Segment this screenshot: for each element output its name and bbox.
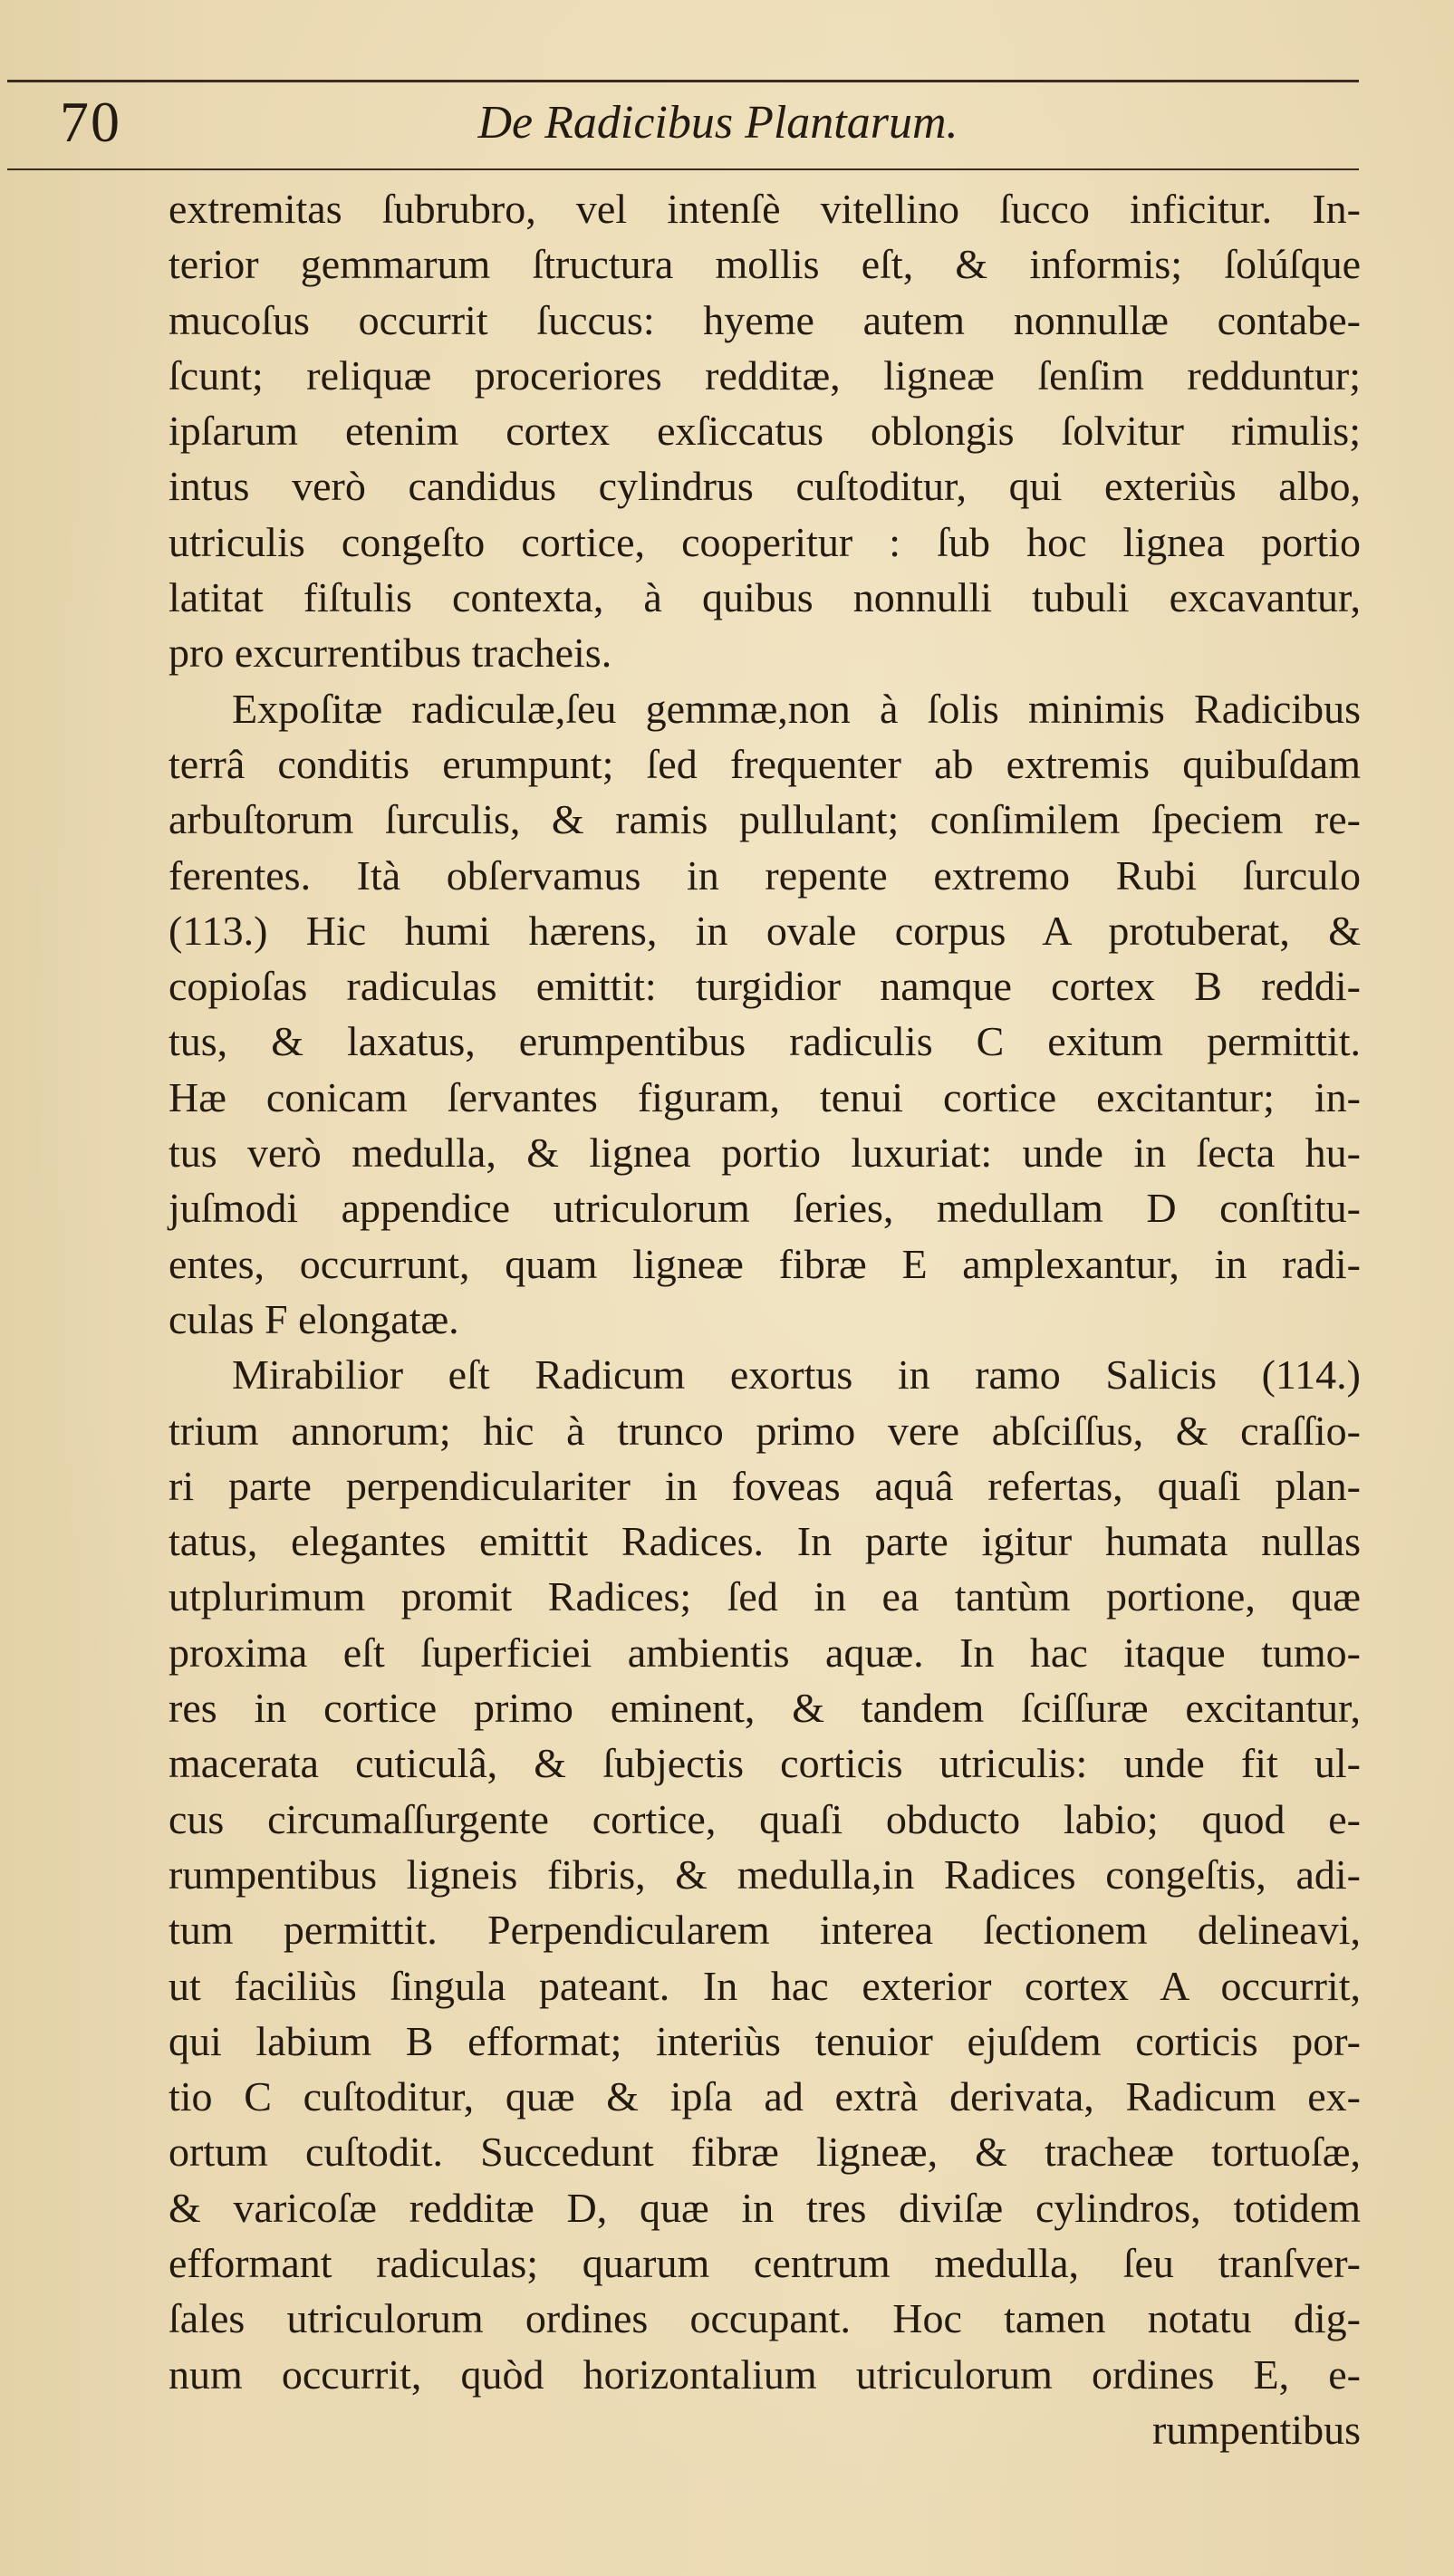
text-line: latitat fiſtulis contexta, à quibus nonnulli tubuli excavantur,: [169, 574, 1361, 621]
text-line: ipſarum etenim cortex exſiccatus oblongis ſolvitur rimulis;: [169, 408, 1361, 455]
text-line: (113.) Hic humi hærens, in ovale corpus A protuberat, &: [169, 907, 1361, 954]
catchword: rumpentibus: [1152, 2406, 1361, 2453]
running-title-text: De Radicibus Plantarum.: [477, 97, 958, 149]
text-line: ſales utriculorum ordines occupant. Hoc tamen notatu dig-: [169, 2295, 1361, 2342]
text-line: ri parte perpendiculariter in foveas aquâ refertas, quaſi plan-: [169, 1462, 1361, 1509]
text-line: & varicoſæ redditæ D, quæ in tres diviſæ cylindros, totidem: [169, 2184, 1361, 2231]
text-line: mucoſus occurrit ſuccus: hyeme autem nonnullæ contabe-: [169, 296, 1361, 343]
text-line: pro excurrentibus tracheis.: [169, 630, 612, 677]
text-line: arbuſtorum ſurculis, & ramis pullulant; conſimilem ſpeciem re-: [169, 796, 1361, 843]
header-rule-bottom: [7, 168, 1359, 170]
text-line: utplurimum promit Radices; ſed in ea tantùm portione, quæ: [169, 1573, 1361, 1620]
text-line: copioſas radiculas emittit: turgidior namque cortex B reddi-: [169, 963, 1361, 1010]
body-text: [169, 181, 1361, 2457]
text-line: cus circumaſſurgente cortice, quaſi obducto labio; quod e-: [169, 1795, 1361, 1842]
text-line: rumpentibus ligneis fibris, & medulla,in Radices congeſtis, adi-: [169, 1850, 1361, 1898]
text-line: utriculis congeſto cortice, cooperitur : ſub hoc lignea portio: [169, 518, 1361, 565]
text-line: proxima eſt ſuperficiei ambientis aquæ. In hac itaque tumo-: [169, 1629, 1361, 1676]
text-line: tum permittit. Perpendicularem interea ſectionem delineavi,: [169, 1907, 1361, 1954]
page-number: 70: [60, 90, 121, 154]
text-line: macerata cuticulâ, & ſubjectis corticis utriculis: unde fit ul-: [169, 1740, 1361, 1787]
text-line: tio C cuſtoditur, quæ & ipſa ad extrà derivata, Radicum ex-: [169, 2073, 1361, 2120]
text-line: efformant radiculas; quarum centrum medulla, ſeu tranſver-: [169, 2239, 1361, 2286]
text-line: ferentes. Ità obſervamus in repente extremo Rubi ſurculo: [169, 851, 1361, 899]
text-line: Expoſitæ radiculæ,ſeu gemmæ,non à ſolis minimis Radicibus: [232, 685, 1361, 732]
text-line: ſcunt; reliquæ proceriores redditæ, ligneæ ſenſim redduntur;: [169, 351, 1361, 399]
text-line: qui labium B efformat; interiùs tenuior ejuſdem corticis por-: [169, 2017, 1361, 2064]
running-title: [0, 94, 1454, 152]
text-line: Hæ conicam ſervantes figuram, tenui cortice excitantur; in-: [169, 1073, 1361, 1120]
text-line: ut faciliùs ſingula pateant. In hac exterior cortex A occurrit,: [169, 1962, 1361, 2009]
text-line: num occurrit, quòd horizontalium utriculorum ordines E, e-: [169, 2350, 1361, 2398]
header-rule-top: [7, 80, 1359, 82]
text-line: tus verò medulla, & lignea portio luxuriat: unde in ſecta hu-: [169, 1129, 1361, 1177]
text-line: culas F elongatæ.: [169, 1295, 459, 1342]
text-line: terior gemmarum ſtructura mollis eſt, & informis; ſolúſque: [169, 241, 1361, 288]
text-line: entes, occurrunt, quam ligneæ fibræ E amplexantur, in radi-: [169, 1240, 1361, 1287]
text-line: res in cortice primo eminent, & tandem ſciſſuræ excitantur,: [169, 1685, 1361, 1732]
text-line: tatus, elegantes emittit Radices. In parte igitur humata nullas: [169, 1518, 1361, 1565]
text-line: trium annorum; hic à trunco primo vere abſciſſus, & craſſio-: [169, 1407, 1361, 1454]
text-line: terrâ conditis erumpunt; ſed frequenter ab extremis quibuſdam: [169, 740, 1361, 787]
text-line: extremitas ſubrubro, vel intenſè vitellino ſucco inficitur. In-: [169, 186, 1361, 232]
text-line: intus verò candidus cylindrus cuſtoditur, qui exteriùs albo,: [169, 463, 1361, 510]
text-line: tus, & laxatus, erumpentibus radiculis C exitum permittit.: [169, 1018, 1361, 1065]
text-line: ortum cuſtodit. Succedunt fibræ ligneæ, & tracheæ tortuoſæ,: [169, 2129, 1361, 2176]
text-line: juſmodi appendice utriculorum ſeries, medullam D conſtitu-: [169, 1185, 1361, 1232]
text-line: Mirabilior eſt Radicum exortus in ramo Salicis (114.): [232, 1351, 1361, 1399]
